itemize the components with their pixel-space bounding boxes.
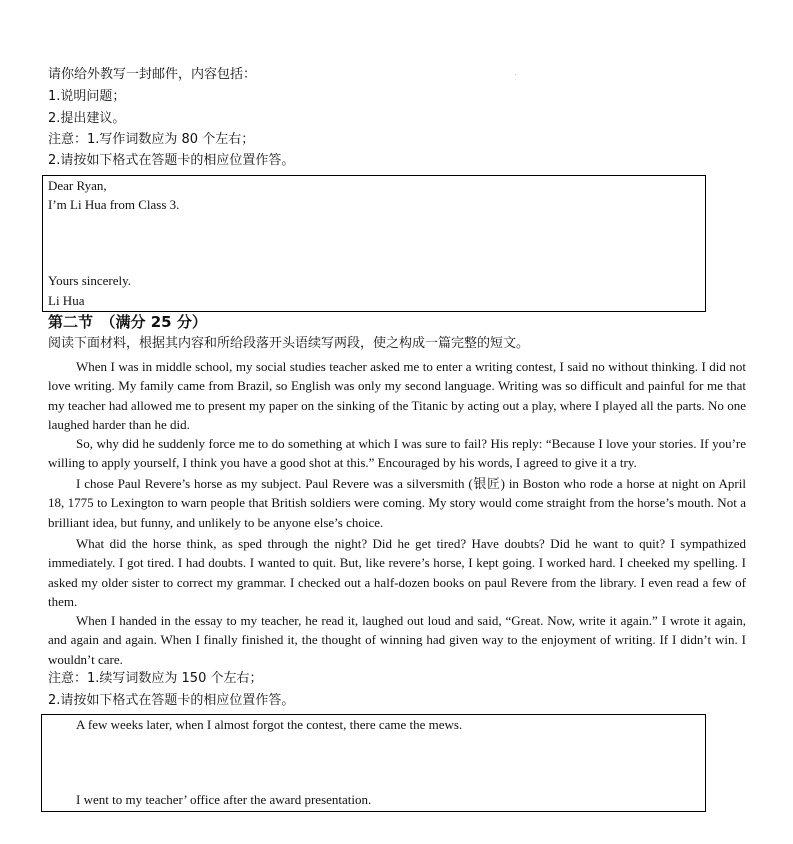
letter-closing: Yours sincerely. (48, 273, 132, 288)
continuation-answer-box (41, 714, 706, 812)
continuation-opening-1: A few weeks later, when I almost forgot the contest, there came the mews. (76, 717, 463, 732)
passage-paragraph-3: I chose Paul Revere’s horse as my subject. Paul Revere was a silversmith (银匠) in Boston who rode a horse at night on April 18, 1775 to Lexington to warn people that British soldiers were coming. My story would come straight from the horse’s mouth. Not a brilliant idea, but funny, and unlikely to be anyone else’s choice. (48, 476, 746, 530)
section1-note-1: 注意：1.写作词数应为 80 个左右； (48, 132, 255, 147)
letter-answer-box (42, 175, 706, 312)
letter-signature: Li Hua (48, 293, 85, 308)
section1-item-2: 2.提出建议。 (48, 111, 126, 126)
passage-paragraph-4: What did the horse think, as sped through the night? Did he get tired? Have doubts? Did he want to quit? I sympathized immediately. I got tired. I had doubts. I wanted to quit. But, like revere’s horse, I kept going. I worked hard. I cheeked my spelling. I asked my older sister to correct my grammar. I checked out a half-dozen books on paul Revere from the library. I even read a few of them. (48, 536, 746, 610)
section2-heading: 第二节 （满分 25 分） (48, 313, 207, 331)
continuation-opening-2: I went to my teacher’ office after the award presentation. (76, 792, 372, 807)
section2-note-2: 2.请按如下格式在答题卡的相应位置作答。 (48, 693, 295, 708)
letter-intro: I’m Li Hua from Class 3. (48, 197, 180, 212)
section2-instruction: 阅读下面材料，根据其内容和所给段落开头语续写两段，使之构成一篇完整的短文。 (48, 336, 530, 351)
section2-note-1: 注意：1.续写词数应为 150 个左右； (48, 671, 263, 686)
passage-paragraph-1: When I was in middle school, my social studies teacher asked me to enter a writing contest, I said no without thinking. I did not love writing. My family came from Brazil, so English was only my second language. Writing was so difficult and painful for me that my teacher had allowed me to present my paper on the sinking of the Titanic by acting out a play, where I played all the parts. No one laughed harder than he did. (48, 359, 746, 433)
stray-dot (515, 74, 516, 75)
letter-greeting: Dear Ryan, (48, 178, 107, 193)
passage-paragraph-2: So, why did he suddenly force me to do something at which I was sure to fail? His reply: “Because I love your stories. If you’re willing to apply yourself, I think you have a good shot at this.” Encouraged by his words, I agreed to give it a try. (48, 436, 746, 471)
section1-note-2: 2.请按如下格式在答题卡的相应位置作答。 (48, 153, 295, 168)
section1-instruction: 请你给外教写一封邮件，内容包括： (48, 67, 257, 82)
section1-item-1: 1.说明问题； (48, 89, 126, 104)
passage-paragraph-5: When I handed in the essay to my teacher, he read it, laughed out loud and said, “Great. Now, write it again.” I wrote it again, and again and again. When I finally finished it, the thought of winning had given way to the enjoyment of writing. If I didn’t win. I wouldn’t care. (48, 613, 746, 667)
